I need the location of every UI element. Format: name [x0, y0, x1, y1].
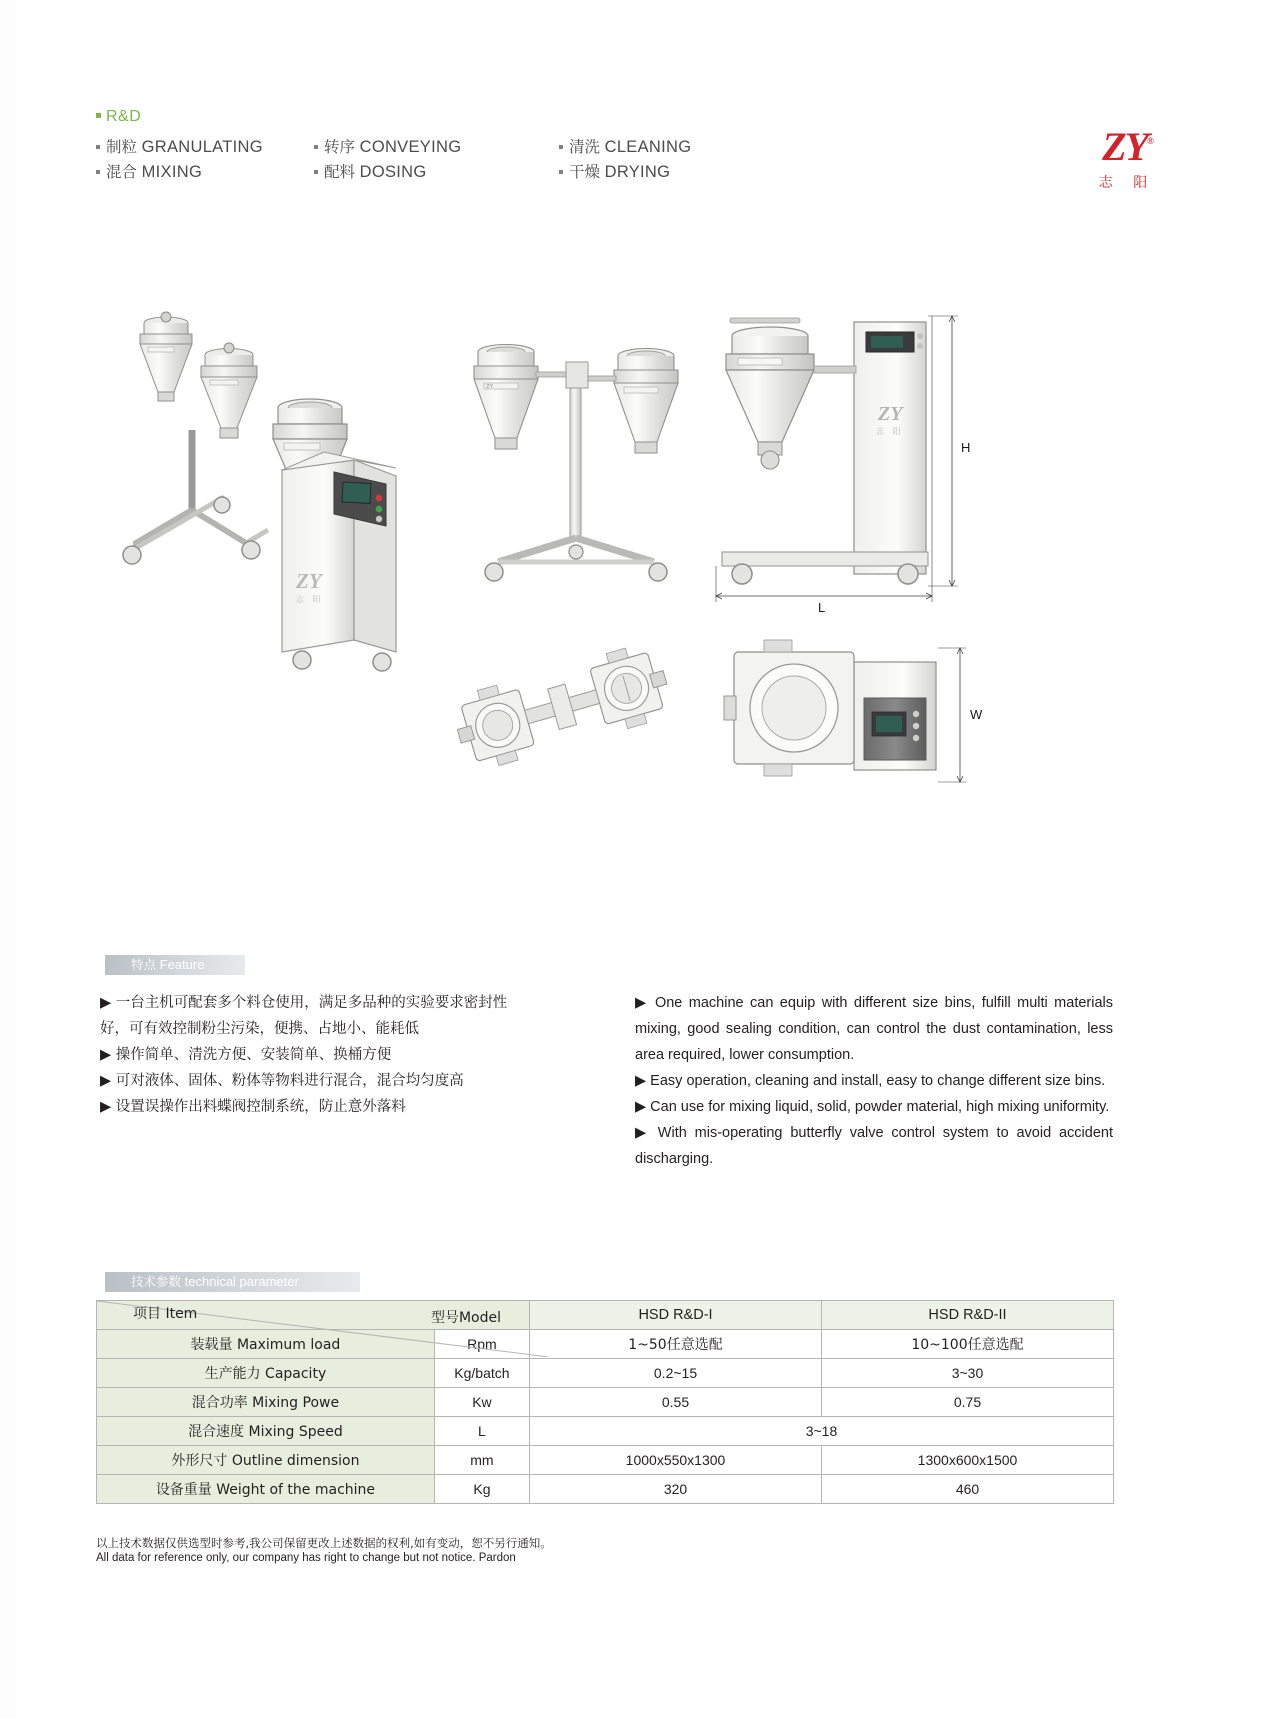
row-value-2: 10~100任意选配	[822, 1330, 1114, 1359]
logo-company-name: 志 阳	[1098, 175, 1156, 191]
feature-item: ▶ Can use for mixing liquid, solid, powder material, high mixing uniformity.	[635, 1099, 1110, 1115]
feature-item: ▶ With mis-operating butterfly valve control system to avoid accident discharging.	[635, 1125, 1113, 1167]
corner-model-label: 型号Model	[430, 1310, 501, 1326]
product-illustrations	[96, 300, 1186, 860]
category-nav	[96, 135, 796, 185]
dimension-w: W	[970, 707, 983, 722]
row-value-1: 320	[530, 1475, 822, 1504]
feature-item: ▶ 设置误操作出料蝶阀控制系统，防止意外落料	[100, 1099, 406, 1115]
footnote-en: All data for reference only, our company has right to change but not notice. Pardon	[96, 1552, 516, 1564]
row-unit: Kw	[434, 1388, 529, 1417]
illustration-top-view-stand	[449, 640, 676, 774]
feature-item: ▶ One machine can equip with different size bins, fulfill multi materials mixing, good sealing condition, can control the dust contamination, less area required, lower consumption.	[635, 995, 1113, 1063]
row-label: 外形尺寸 Outline dimension	[97, 1446, 435, 1475]
parameter-section-label: 技术参数 technical parameter	[105, 1272, 360, 1292]
parameter-table	[96, 1300, 1114, 1504]
footnote	[96, 1536, 996, 1566]
feature-item: ▶ 一台主机可配套多个料仓使用，满足多品种的实验要求密封性好，可有效控制粉尘污染，便携、占地小、能耗低	[100, 995, 508, 1037]
page-title	[96, 108, 1186, 126]
feature-list-cn	[100, 990, 530, 1120]
category-cleaning[interactable]: 清洗 CLEANING	[559, 135, 789, 160]
logo-mark: ZY®	[1102, 124, 1152, 169]
row-value-1: 0.55	[530, 1388, 822, 1417]
category-column-1	[96, 135, 314, 185]
square-bullet-icon	[96, 170, 100, 174]
row-label: 生产能力 Capacity	[97, 1359, 435, 1388]
row-value-1: 1000x550x1300	[530, 1446, 822, 1475]
square-bullet-icon	[96, 145, 100, 149]
table-row	[97, 1475, 1114, 1504]
footnote-cn: 以上技术数据仅供选型时参考,我公司保留更改上述数据的权利,如有变动，恕不另行通知。	[96, 1536, 552, 1550]
row-value-merged: 3~18	[530, 1417, 1114, 1446]
square-bullet-icon	[559, 170, 563, 174]
category-column-3	[559, 135, 789, 185]
model-header-1: HSD R&D-I	[530, 1301, 822, 1330]
category-granulating[interactable]: 制粒 GRANULATING	[96, 135, 314, 160]
category-column-2	[314, 135, 559, 185]
category-conveying[interactable]: 转序 CONVEYING	[314, 135, 559, 160]
table-row	[97, 1417, 1114, 1446]
illustration-left-assembly	[123, 312, 396, 671]
company-logo	[1067, 120, 1187, 200]
page-title-text: R&D	[106, 108, 142, 125]
row-label: 混合速度 Mixing Speed	[97, 1417, 435, 1446]
svg-text:ZY: ZY	[296, 569, 322, 593]
illustration-front-view	[716, 316, 970, 615]
dimension-h: H	[961, 440, 971, 455]
feature-list-en	[635, 990, 1113, 1172]
row-unit: Kg/batch	[434, 1359, 529, 1388]
page-edge	[0, 0, 16, 1718]
corner-item-label: 项目 Item	[133, 1306, 198, 1322]
svg-text:志 阳: 志 阳	[876, 427, 904, 436]
svg-text:ZY: ZY	[878, 403, 903, 425]
table-row	[97, 1388, 1114, 1417]
row-label: 混合功率 Mixing Powe	[97, 1388, 435, 1417]
category-drying[interactable]: 干燥 DRYING	[559, 160, 789, 185]
square-bullet-icon	[559, 145, 563, 149]
row-value-1: 0.2~15	[530, 1359, 822, 1388]
dimension-l: L	[818, 600, 826, 615]
square-bullet-icon	[96, 113, 101, 118]
table-row	[97, 1446, 1114, 1475]
feature-item: ▶ 可对液体、固体、粉体等物料进行混合，混合均匀度高	[100, 1073, 464, 1089]
row-unit: L	[434, 1417, 529, 1446]
square-bullet-icon	[314, 145, 318, 149]
feature-item: ▶ Easy operation, cleaning and install, easy to change different size bins.	[635, 1073, 1106, 1089]
feature-item: ▶ 操作简单、清洗方便、安装简单、换桶方便	[100, 1047, 392, 1063]
parameter-table-wrapper	[96, 1300, 1114, 1504]
category-mixing[interactable]: 混合 MIXING	[96, 160, 314, 185]
row-value-2: 1300x600x1500	[822, 1446, 1114, 1475]
row-unit: Rpm	[434, 1330, 529, 1359]
table-row	[97, 1359, 1114, 1388]
feature-section-label: 特点 Feature	[105, 955, 245, 975]
row-unit: mm	[434, 1446, 529, 1475]
page-header	[96, 108, 1186, 218]
row-value-2: 3~30	[822, 1359, 1114, 1388]
row-value-2: 0.75	[822, 1388, 1114, 1417]
illustration-top-view-machine	[724, 640, 983, 782]
row-unit: Kg	[434, 1475, 529, 1504]
row-value-2: 460	[822, 1475, 1114, 1504]
square-bullet-icon	[314, 170, 318, 174]
registered-icon: ®	[1147, 136, 1152, 146]
table-header-row	[97, 1301, 1114, 1330]
row-label: 设备重量 Weight of the machine	[97, 1475, 435, 1504]
svg-text:志 阳: 志 阳	[296, 595, 324, 604]
table-corner-cell	[97, 1301, 530, 1330]
illustration-bin-stand	[474, 345, 678, 582]
row-label: 装载量 Maximum load	[97, 1330, 435, 1359]
category-dosing[interactable]: 配料 DOSING	[314, 160, 559, 185]
svg-text:ZY: ZY	[486, 384, 494, 390]
model-header-2: HSD R&D-II	[822, 1301, 1114, 1330]
row-value-1: 1~50任意选配	[530, 1330, 822, 1359]
